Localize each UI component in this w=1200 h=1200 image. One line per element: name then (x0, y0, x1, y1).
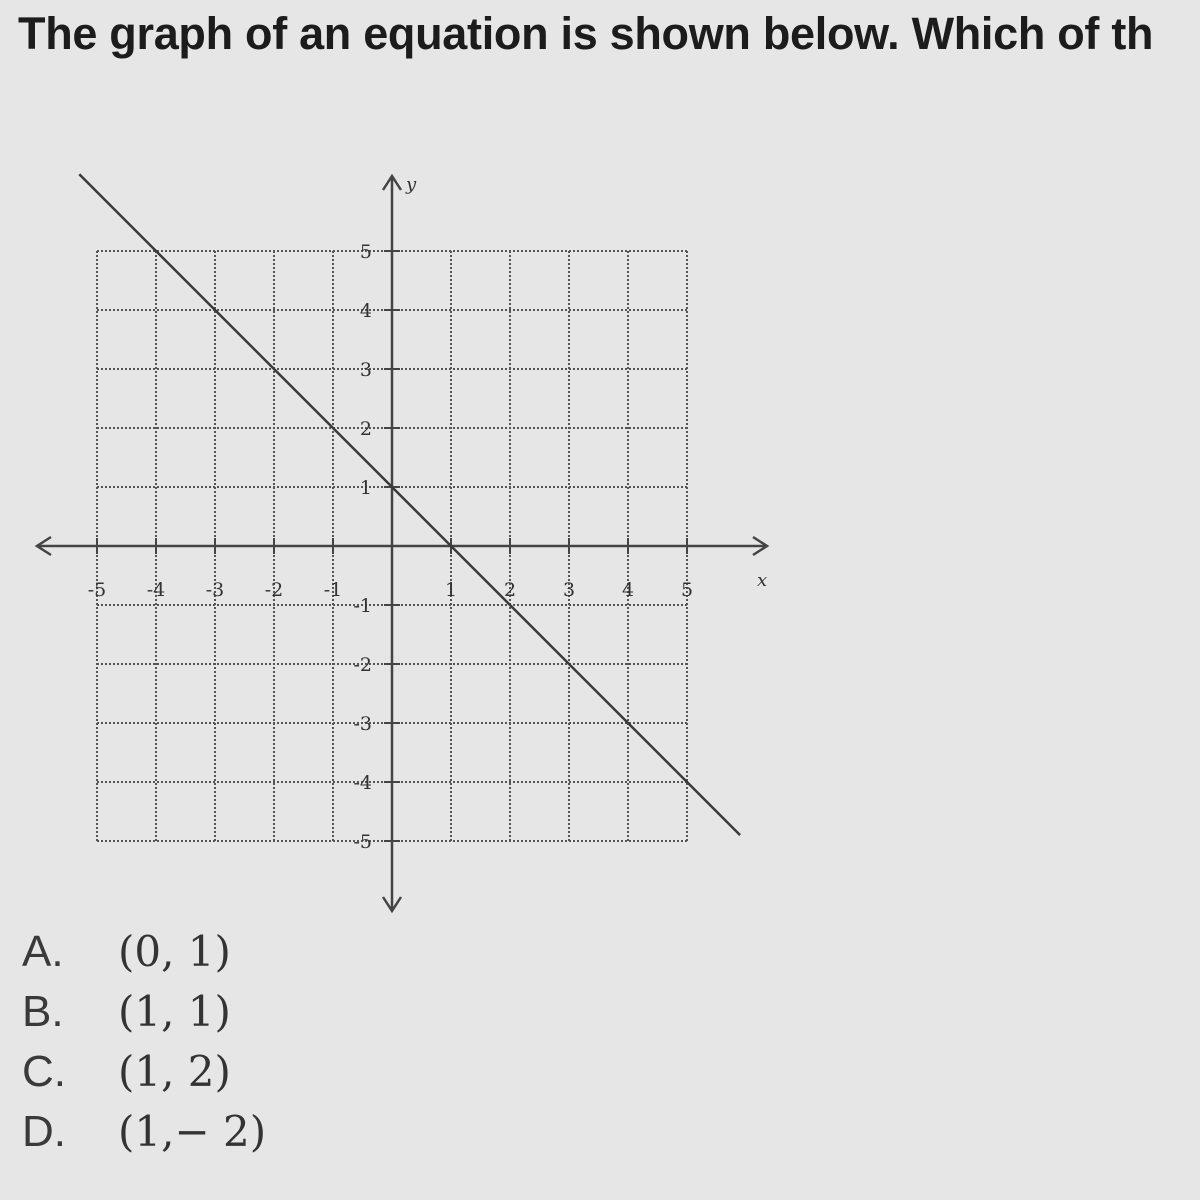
y-tick-label: -5 (353, 831, 372, 853)
x-tick-label: -4 (146, 579, 166, 601)
series-line (79, 174, 740, 835)
choice-a-text: (0, 1) (118, 927, 231, 976)
x-tick-label: 3 (562, 579, 576, 601)
x-tick-label: -5 (87, 579, 107, 601)
y-tick-label: 5 (359, 241, 372, 263)
choice-b[interactable] (22, 982, 266, 1042)
plotted-line (79, 174, 740, 835)
x-tick-label: -1 (323, 579, 343, 601)
x-tick-label: 2 (503, 579, 517, 601)
x-tick-label: 4 (621, 579, 635, 601)
choice-c-text: (1, 2) (118, 1047, 231, 1096)
choice-c[interactable] (22, 1042, 266, 1102)
choice-b-text: (1, 1) (118, 987, 231, 1036)
y-tick-label: 2 (359, 418, 372, 440)
choice-d-text: (1,− 2) (118, 1107, 267, 1156)
choice-a-letter: A. (22, 927, 64, 976)
tick-labels (88, 174, 767, 853)
y-tick-label: -2 (353, 654, 372, 676)
choice-a[interactable] (22, 922, 266, 982)
choice-c-letter: C. (22, 1047, 66, 1096)
y-tick-label: 3 (359, 359, 372, 381)
axes (37, 176, 767, 911)
x-tick-label: 5 (680, 579, 694, 601)
y-axis-label: y (406, 174, 417, 195)
y-tick-label: 4 (359, 300, 372, 322)
choice-d-letter: D. (22, 1107, 66, 1156)
y-tick-label: -1 (353, 595, 372, 617)
x-tick-label: -2 (264, 579, 284, 601)
question-text: The graph of an equation is shown below. Which of th (18, 8, 1154, 59)
answer-choices (22, 922, 266, 1162)
x-tick-label: -3 (205, 579, 225, 601)
choice-d[interactable] (22, 1102, 266, 1162)
y-tick-label: -3 (353, 713, 372, 735)
x-axis-label: x (757, 570, 768, 591)
x-tick-label: 1 (444, 579, 458, 601)
choice-b-letter: B. (22, 987, 64, 1036)
y-tick-label: -4 (353, 772, 372, 794)
y-tick-label: 1 (359, 477, 372, 499)
